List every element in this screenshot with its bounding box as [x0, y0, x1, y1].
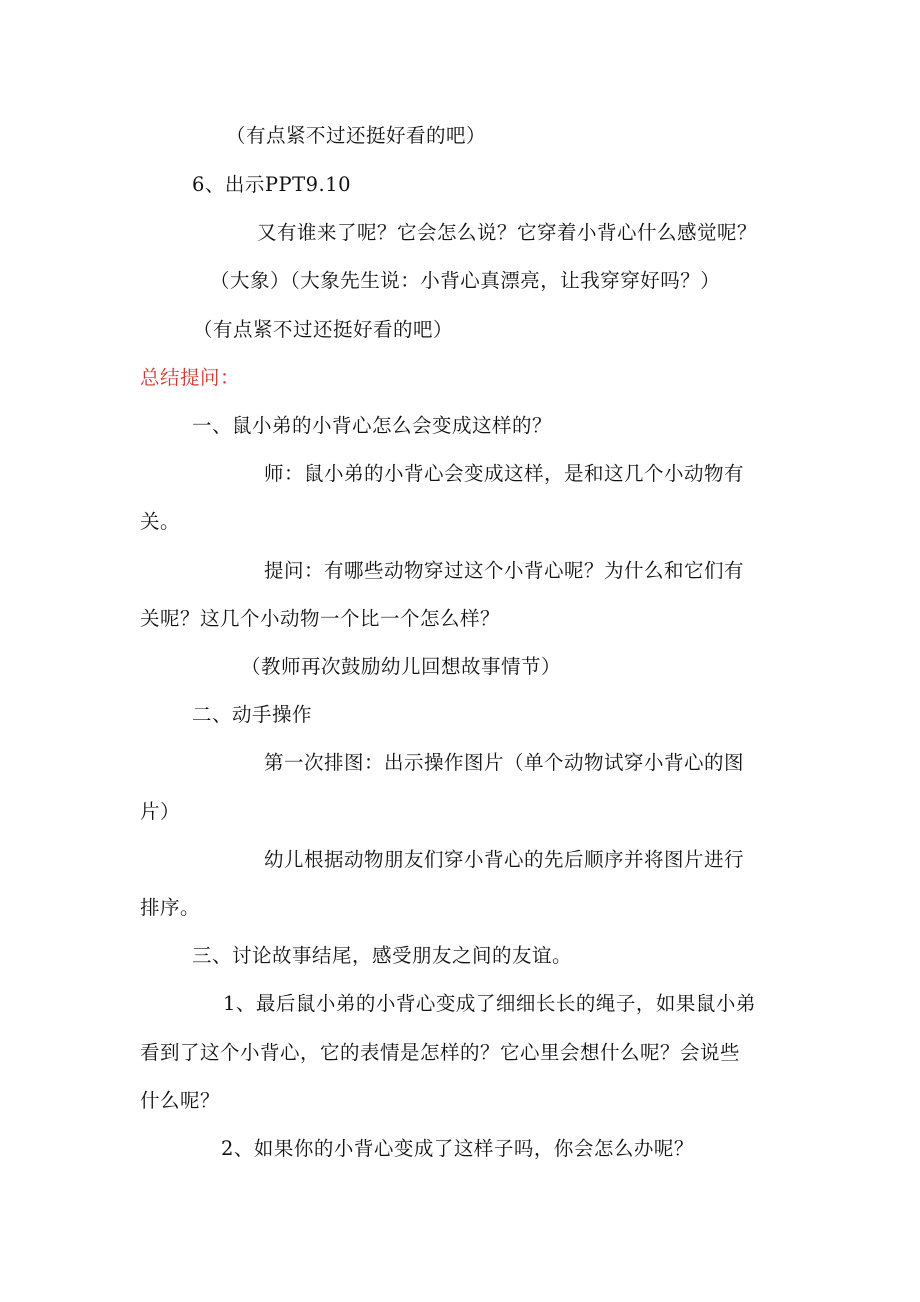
- paragraph-line: 关。: [140, 510, 181, 533]
- paragraph-line: （有点紧不过还挺好看的吧）: [226, 124, 487, 147]
- paragraph-line: 第一次排图：出示操作图片（单个动物试穿小背心的图: [264, 751, 745, 774]
- paragraph-line: 2、如果你的小背心变成了这样子吗，你会怎么办呢？: [221, 1137, 694, 1160]
- paragraph-line: （教师再次鼓励幼儿回想故事情节）: [241, 655, 562, 678]
- paragraph-line: 二、动手操作: [192, 703, 313, 726]
- paragraph-line: 关呢？这几个小动物一个比一个怎么样？: [140, 607, 501, 630]
- paragraph-line: 一、鼠小弟的小背心怎么会变成这样的？: [192, 414, 553, 437]
- paragraph-line: 6、出示PPT9.10: [192, 173, 352, 196]
- paragraph-line: （有点紧不过还挺好看的吧）: [193, 318, 454, 341]
- paragraph-line: （大象）（大象先生说：小背心真漂亮，让我穿穿好吗？）: [210, 269, 721, 292]
- paragraph-line: 什么呢？: [140, 1089, 221, 1112]
- paragraph-line: 又有谁来了呢？它会怎么说？它穿着小背心什么感觉呢？: [257, 221, 758, 244]
- paragraph-line: 师：鼠小弟的小背心会变成这样，是和这几个小动物有: [264, 462, 745, 485]
- paragraph-line: 1、最后鼠小弟的小背心变成了细细长长的绳子，如果鼠小弟: [223, 992, 756, 1015]
- paragraph-line: 幼儿根据动物朋友们穿小背心的先后顺序并将图片进行: [264, 848, 745, 871]
- paragraph-line: 看到了这个小背心，它的表情是怎样的？它心里会想什么呢？会说些: [140, 1041, 741, 1064]
- section-heading: 总结提问：: [140, 366, 241, 389]
- paragraph-line: 排序。: [140, 896, 201, 919]
- paragraph-line: 提问：有哪些动物穿过这个小背心呢？为什么和它们有: [264, 559, 745, 582]
- paragraph-line: 片）: [140, 800, 181, 823]
- paragraph-line: 三、讨论故事结尾，感受朋友之间的友谊。: [192, 944, 573, 967]
